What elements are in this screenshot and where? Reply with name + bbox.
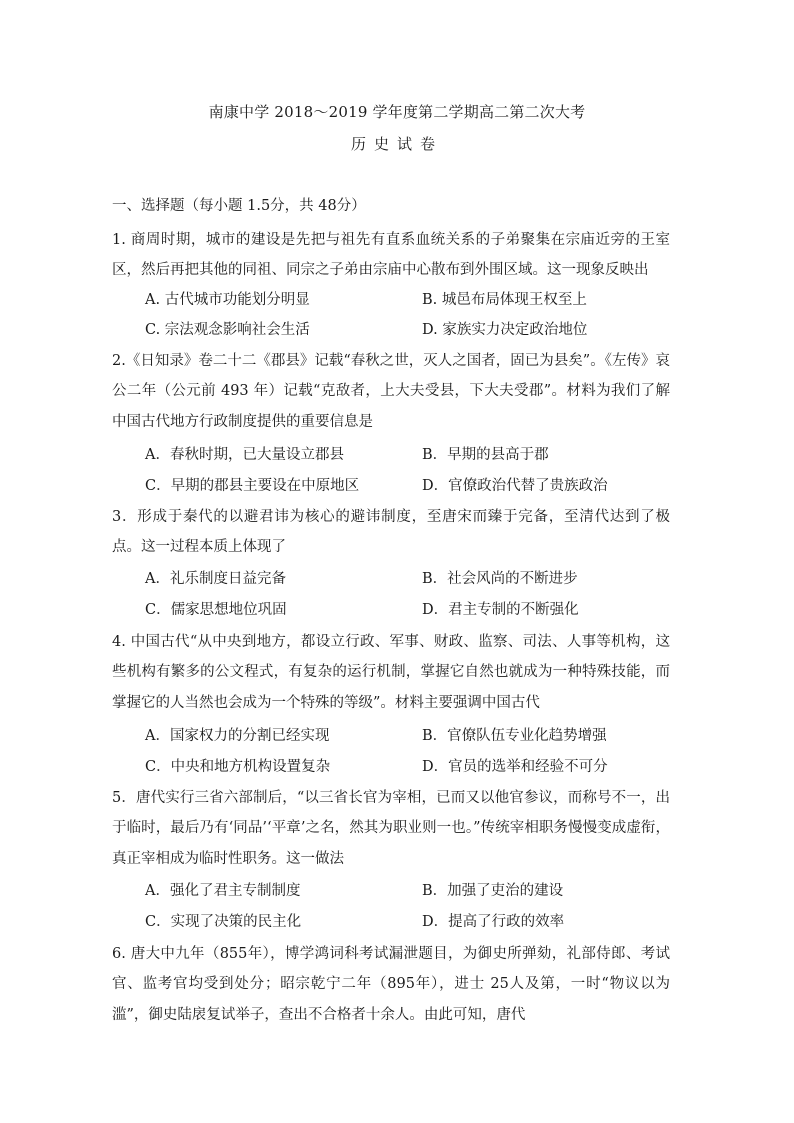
question-2-option-a: A．春秋时期，已大量设立郡县 bbox=[145, 447, 344, 463]
question-4-option-c: C．中央和地方机构设置复杂 bbox=[145, 759, 331, 775]
exam-subtitle: 历史试卷 bbox=[350, 135, 443, 153]
question-5-option-a: A．强化了君主专制制度 bbox=[145, 883, 301, 899]
question-4-option-a: A．国家权力的分割已经实现 bbox=[145, 728, 330, 744]
exam-title: 南康中学 2018～2019 学年度第二学期高二第二次大考 bbox=[208, 103, 586, 121]
question-4-option-d: D．官员的选举和经验不可分 bbox=[422, 759, 608, 775]
question-1-option-a: A. 古代城市功能划分明显 bbox=[145, 292, 310, 308]
section-heading: 一、选择题（每小题 1.5分，共 48分） bbox=[112, 198, 366, 214]
question-2-option-b: B．早期的县高于郡 bbox=[422, 447, 549, 463]
question-5-option-b: B．加强了吏治的建设 bbox=[422, 883, 564, 899]
question-5-option-c: C．实现了决策的民主化 bbox=[145, 914, 302, 930]
question-3-stem: 3．形成于秦代的以避君讳为核心的避讳制度，至唐宋而臻于完备，至清代达到了极点。这一过程本质上体现了 bbox=[112, 509, 670, 556]
question-1-option-b: B. 城邑布局体现王权至上 bbox=[422, 292, 587, 308]
question-3-option-c: C．儒家思想地位巩固 bbox=[145, 602, 287, 618]
question-1-option-c: C. 宗法观念影响社会生活 bbox=[145, 322, 310, 338]
question-5-stem: 5．唐代实行三省六部制后，“以三省长官为宰相，已而又以他官参议，而称号不一，出于临时，最后乃有‘同品’‘平章’之名，然其为职业则一也。”传统宰相职务慢慢变成虚衔，真正宰相成为临时性职务。这一做法 bbox=[112, 790, 670, 867]
question-1-option-d: D. 家族实力决定政治地位 bbox=[422, 322, 588, 338]
question-5-option-d: D．提高了行政的效率 bbox=[422, 914, 565, 930]
question-2-option-d: D．官僚政治代替了贵族政治 bbox=[422, 478, 608, 494]
question-1-stem: 1. 商周时期，城市的建设是先把与祖先有直系血统关系的子弟聚集在宗庙近旁的王室区，然后再把其他的同祖、同宗之子弟由宗庙中心散布到外围区域。这一现象反映出 bbox=[112, 232, 670, 279]
question-6-stem: 6. 唐大中九年（855年），博学鸿词科考试漏泄题目，为御史所弹劾，礼部侍郎、考试官、监考官均受到处分；昭宗乾宁二年（895年），进士 25人及第，一时“物议以为滥”，御史陆扆复试举子，查出不合格者十余人。由此可知，唐代 bbox=[112, 946, 670, 1023]
question-4-stem: 4. 中国古代“从中央到地方，都设立行政、军事、财政、监察、司法、人事等机构，这些机构有繁多的公文程式，有复杂的运行机制，掌握它自然也就成为一种特殊技能，而掌握它的人当然也会成为一个特殊的等级”。材料主要强调中国古代 bbox=[112, 634, 670, 711]
question-3-option-a: A．礼乐制度日益完备 bbox=[145, 571, 286, 587]
question-2-option-c: C．早期的郡县主要设在中原地区 bbox=[145, 478, 360, 494]
question-3-option-b: B．社会风尚的不断进步 bbox=[422, 571, 578, 587]
question-4-option-b: B．官僚队伍专业化趋势增强 bbox=[422, 728, 607, 744]
question-2-stem: 2.《日知录》卷二十二《郡县》记载“春秋之世，灭人之国者，固已为县矣”。《左传》哀公二年（公元前 493 年）记载“克敌者，上大夫受县，下大夫受郡”。材料为我们了解中国古代地方行政制度提供的重要信息是 bbox=[112, 353, 670, 430]
question-3-option-d: D．君主专制的不断强化 bbox=[422, 602, 579, 618]
